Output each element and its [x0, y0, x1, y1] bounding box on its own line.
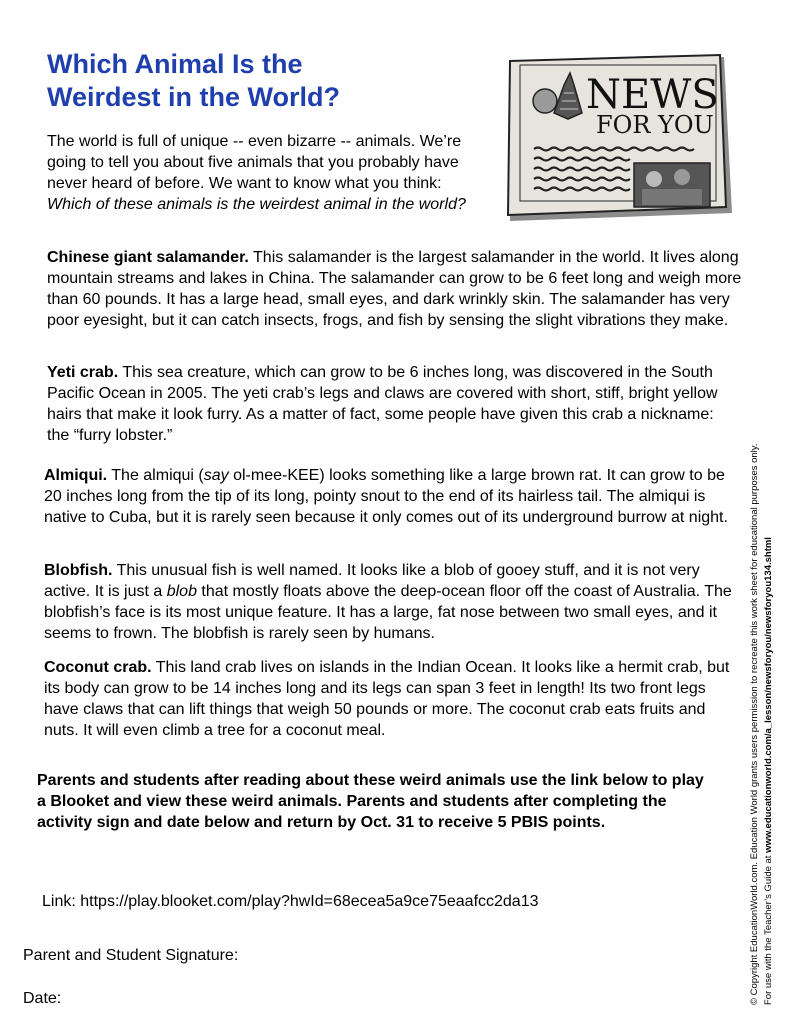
for-you-text: FOR YOU: [596, 111, 714, 139]
news-text: NEWS: [586, 72, 719, 118]
blooket-link[interactable]: https://play.blooket.com/play?hwId=68ecea5a9ce75eaafcc2da13: [80, 893, 539, 910]
animal-description-start: This unusual fish is well named. It looks like a blob of gooey stuff, and it is not very active. It is just a: [44, 562, 700, 600]
animal-name: Coconut crab.: [44, 659, 152, 676]
blooket-link-row: [42, 891, 539, 912]
title-line-2: Weirdest in the World?: [47, 82, 341, 112]
date-label: Date:: [23, 990, 62, 1007]
animal-description-start: The almiqui (: [107, 467, 204, 484]
teachers-guide-prefix: For use with the Teacher’s Guide at: [763, 852, 774, 1005]
parents-instructions: Parents and students after reading about these weird animals use the link below to play a Blooket and view these weird animals. Parents and students after completing the activity sign and date below and return by Oct. 31 to receive 5 PBIS points.: [37, 772, 704, 831]
animal-description: This land crab lives on islands in the Indian Ocean. It looks like a hermit crab, but its body can grow to be 14 inches long and its legs can span 3 feet in length! Its two front legs have claws that can lift things that weigh 50 pounds or more. The coconut crab eats fruits and nuts. It will even climb a tree for a coconut meal.: [44, 659, 730, 739]
intro-question: Which of these animals is the weirdest animal in the world?: [47, 196, 466, 213]
pronunciation-say: say: [203, 467, 229, 484]
animal-description: This salamander is the largest salamander in the world. It lives along mountain streams and lakes in China. The salamander can grow to be 6 feet long and weigh more than 60 pounds. It has a large head, small eyes, and dark wrinkly skin. The salamander has very poor eyesight, but it can catch insects, frogs, and fish by sensing the slight vibrations they make.: [47, 249, 742, 329]
intro-paragraph: [47, 131, 487, 215]
signature-label: Parent and Student Signature:: [23, 947, 239, 964]
animal-paragraph-almiqui: [44, 465, 744, 528]
link-label: Link:: [42, 893, 81, 910]
teachers-guide-url[interactable]: www.educationworld.com/a_lesson/newsforyou/newsforyou134.shtml: [763, 537, 774, 853]
animal-paragraph-yeti-crab: [47, 362, 737, 446]
animal-name: Almiqui.: [44, 467, 108, 484]
copyright-line: © Copyright EducationWorld.com. Education World grants users permission to recreate this work sheet for educational purposes only.: [749, 443, 760, 1005]
animal-paragraph-blobfish: [44, 560, 744, 644]
animal-name: Yeti crab.: [47, 364, 119, 381]
news-for-you-logo: [506, 53, 734, 223]
teachers-guide-line: [762, 365, 776, 1005]
animal-name: Blobfish.: [44, 562, 113, 579]
animal-paragraph-coconut-crab: [44, 657, 744, 741]
blob-emphasis: blob: [166, 583, 197, 600]
page-title: [47, 48, 467, 114]
copyright-sidebar: [748, 365, 782, 1005]
animal-description: This sea creature, which can grow to be 6 inches long, was discovered in the South Pacific Ocean in 2005. The yeti crab’s legs and claws are covered with short, stiff, bright yellow hairs that make it look furry. As a matter of fact, some people have given this crab a nickname: the “furry lobster.”: [47, 364, 718, 444]
animal-paragraph-salamander: [47, 247, 747, 331]
animal-name: Chinese giant salamander.: [47, 249, 249, 266]
intro-text: The world is full of unique -- even bizarre -- animals. We’re going to tell you about five animals that you probably have never heard of before. We want to know what you think:: [47, 133, 462, 192]
title-line-1: Which Animal Is the: [47, 49, 303, 79]
animal-description-end: ol-mee-KEE) looks something like a large brown rat. It can grow to be 20 inches long from the tip of its long, pointy snout to the end of its hairless tail. The almiqui is native to Cuba, but it is rarely seen because it only comes out of its underground burrow at night.: [44, 467, 728, 526]
animal-description-end: that mostly floats above the deep-ocean floor off the coast of Australia. The blobfish’s face is its most unique feature. It has a large, fat nose between two small eyes, and it seems to frown. The blobfish is rarely seen by humans.: [44, 583, 732, 642]
